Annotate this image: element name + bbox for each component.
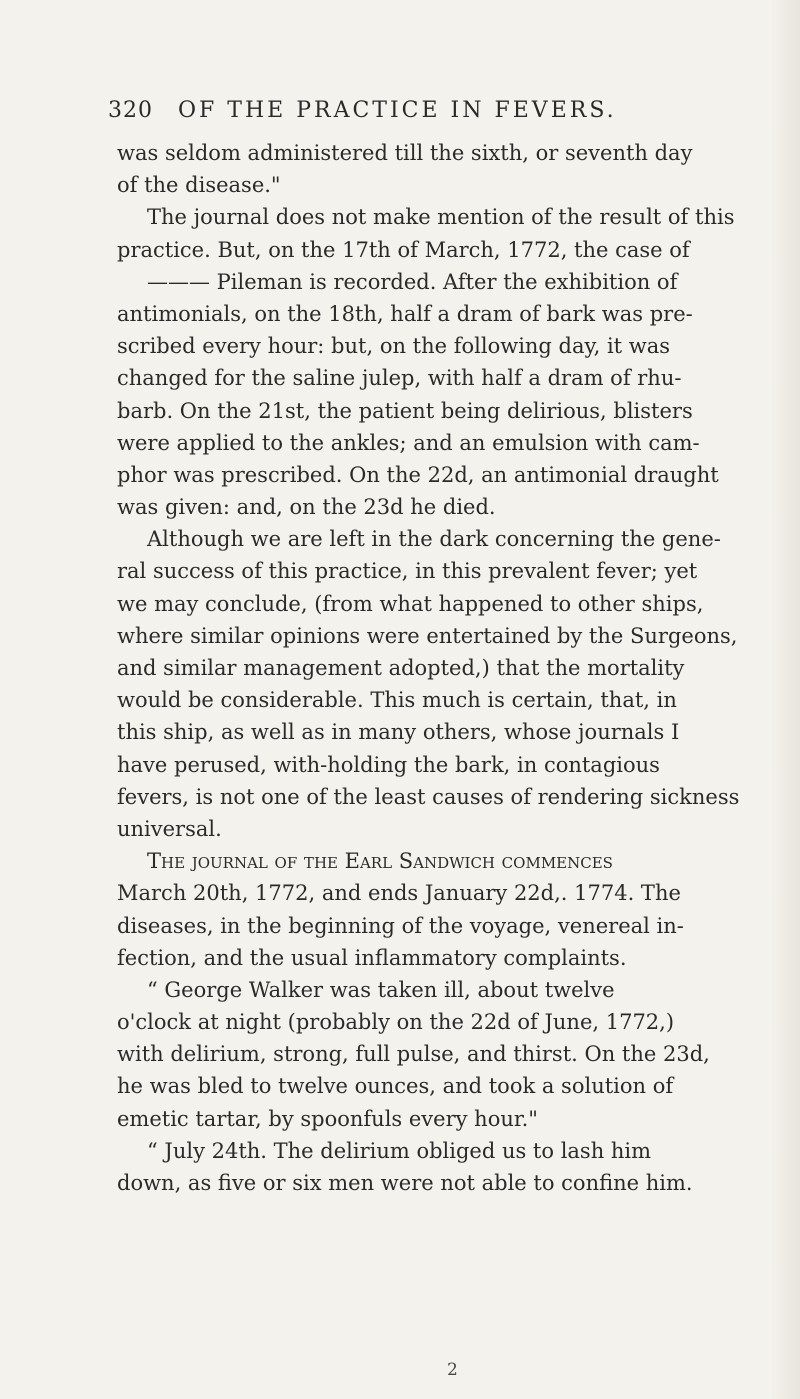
text-line: down, as five or six men were not able to confine him. xyxy=(117,1171,693,1195)
text-line: were applied to the ankles; and an emulsion with cam- xyxy=(117,430,700,455)
paragraph-start-line: Although we are left in the dark concerning the gene- xyxy=(147,527,721,552)
text-line: this ship, as well as in many others, whose journals I xyxy=(117,720,680,745)
page-number: 320 xyxy=(108,98,153,123)
page-header xyxy=(108,98,668,123)
text-line: with delirium, strong, full pulse, and thirst. On the 23d, xyxy=(117,1042,710,1067)
text-line: was given: and, on the 23d he died. xyxy=(117,495,496,520)
text-line: universal. xyxy=(117,816,222,841)
text-line: fection, and the usual inflammatory complaints. xyxy=(117,945,627,970)
text-line: scribed every hour: but, on the following day, it was xyxy=(117,334,671,359)
signature-mark: 2 xyxy=(447,1360,458,1380)
text-line: antimonials, on the 18th, half a dram of bark was pre- xyxy=(117,301,693,326)
text-line: of the disease." xyxy=(117,173,281,198)
text-line: March 20th, 1772, and ends January 22d,. 1774. The xyxy=(117,881,681,906)
text-line: he was bled to twelve ounces, and took a solution of xyxy=(117,1074,674,1099)
text-line: ——— Pileman is recorded. After the exhibition of xyxy=(147,269,678,294)
text-line: and similar management adopted,) that the mortality xyxy=(117,656,685,680)
text-line: we may conclude, (from what happened to other ships, xyxy=(117,591,704,616)
text-line: practice. But, on the 17th of March, 1772, the case of xyxy=(117,237,690,262)
page-edge-shadow xyxy=(770,0,800,1399)
running-title: OF THE PRACTICE IN FEVERS. xyxy=(178,98,617,123)
text-line: barb. On the 21st, the patient being delirious, blisters xyxy=(117,398,693,423)
paragraph-start-line: “ July 24th. The delirium obliged us to lash him xyxy=(147,1138,652,1163)
paragraph-start-line: The journal does not make mention of the result of this xyxy=(147,205,735,230)
text-line: emetic tartar, by spoonfuls every hour." xyxy=(117,1106,538,1131)
text-line: would be considerable. This much is certain, that, in xyxy=(117,688,677,713)
text-line: fevers, is not one of the least causes of rendering sickness xyxy=(117,784,740,809)
paragraph-start-line: “ George Walker was taken ill, about twelve xyxy=(147,977,615,1002)
paragraph-start-line: The journal of the Earl Sandwich commences xyxy=(147,849,613,874)
body-text xyxy=(117,137,797,1199)
text-line: was seldom administered till the sixth, or seventh day xyxy=(117,141,693,165)
text-line: where similar opinions were entertained by the Surgeons, xyxy=(117,623,738,648)
text-line: phor was prescribed. On the 22d, an antimonial draught xyxy=(117,462,719,487)
text-line: changed for the saline julep, with half a dram of rhu- xyxy=(117,366,682,391)
text-line: diseases, in the beginning of the voyage, venereal in- xyxy=(117,913,684,938)
text-line: o'clock at night (probably on the 22d of June, 1772,) xyxy=(117,1010,675,1035)
text-line: have perused, with-holding the bark, in contagious xyxy=(117,752,660,777)
text-line: ral success of this practice, in this prevalent fever; yet xyxy=(117,559,698,584)
